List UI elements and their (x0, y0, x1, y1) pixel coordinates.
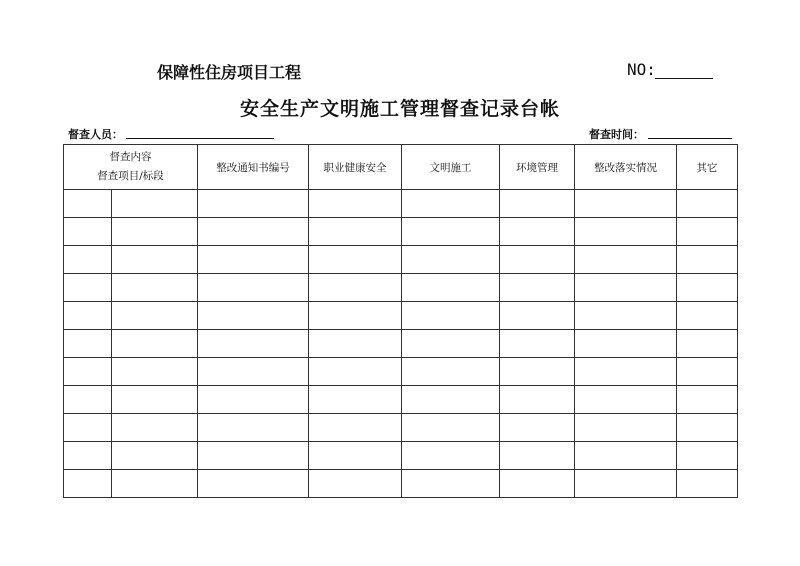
table-row (64, 330, 738, 358)
table-cell[interactable] (677, 330, 738, 358)
table-cell[interactable] (309, 330, 402, 358)
table-cell[interactable] (677, 470, 738, 498)
number-label: NO: (627, 60, 656, 79)
table-cell[interactable] (575, 442, 677, 470)
table-cell[interactable] (64, 274, 112, 302)
table-cell[interactable] (112, 274, 198, 302)
table-cell[interactable] (402, 218, 500, 246)
table-cell[interactable] (64, 190, 112, 218)
table-cell[interactable] (677, 386, 738, 414)
table-cell[interactable] (575, 302, 677, 330)
table-cell[interactable] (64, 302, 112, 330)
table-cell[interactable] (112, 246, 198, 274)
table-header-row (64, 145, 738, 190)
table-cell[interactable] (198, 274, 309, 302)
table-cell[interactable] (112, 302, 198, 330)
table-cell[interactable] (112, 218, 198, 246)
table-cell[interactable] (500, 246, 575, 274)
header-civilized-construction: 文明施工 (402, 145, 500, 190)
table-cell[interactable] (64, 358, 112, 386)
table-cell[interactable] (677, 246, 738, 274)
table-cell[interactable] (402, 330, 500, 358)
table-cell[interactable] (402, 190, 500, 218)
table-cell[interactable] (309, 246, 402, 274)
table-cell[interactable] (309, 414, 402, 442)
table-cell[interactable] (402, 246, 500, 274)
table-cell[interactable] (309, 190, 402, 218)
table-cell[interactable] (112, 414, 198, 442)
header-cell-content-item (64, 145, 198, 190)
table-cell[interactable] (64, 470, 112, 498)
table-cell[interactable] (198, 218, 309, 246)
project-title: 保障性住房项目工程 (157, 63, 302, 82)
table-cell[interactable] (112, 330, 198, 358)
table-cell[interactable] (677, 358, 738, 386)
table-cell[interactable] (575, 386, 677, 414)
table-cell[interactable] (198, 246, 309, 274)
table-row (64, 246, 738, 274)
table-cell[interactable] (500, 302, 575, 330)
table-cell[interactable] (64, 246, 112, 274)
table-cell[interactable] (575, 218, 677, 246)
table-cell[interactable] (64, 442, 112, 470)
number-blank-line[interactable] (655, 78, 713, 79)
table-cell[interactable] (309, 302, 402, 330)
table-cell[interactable] (575, 246, 677, 274)
page-title: 安全生产文明施工管理督查记录台帐 (239, 98, 560, 120)
table-cell[interactable] (575, 274, 677, 302)
table-cell[interactable] (500, 330, 575, 358)
header-content-label: 督查内容 (109, 151, 152, 163)
table-cell[interactable] (64, 414, 112, 442)
table-row (64, 190, 738, 218)
table-cell[interactable] (677, 302, 738, 330)
table-cell[interactable] (500, 218, 575, 246)
inspection-time-blank-line[interactable] (648, 138, 732, 139)
table-cell[interactable] (64, 386, 112, 414)
table-row (64, 442, 738, 470)
table-cell[interactable] (198, 414, 309, 442)
table-row (64, 414, 738, 442)
table-cell[interactable] (198, 386, 309, 414)
table-cell[interactable] (500, 190, 575, 218)
table-cell[interactable] (402, 442, 500, 470)
inspector-label: 督查人员： (68, 128, 123, 141)
table-cell[interactable] (677, 442, 738, 470)
header-rectification-status: 整改落实情况 (575, 145, 677, 190)
table-cell[interactable] (402, 274, 500, 302)
table-cell[interactable] (309, 386, 402, 414)
table-cell[interactable] (500, 414, 575, 442)
table-cell[interactable] (402, 470, 500, 498)
table-cell[interactable] (677, 218, 738, 246)
table-row (64, 302, 738, 330)
table-row (64, 358, 738, 386)
header-item-label: 督查项目/标段 (97, 170, 164, 182)
table-cell[interactable] (500, 470, 575, 498)
table-cell[interactable] (575, 358, 677, 386)
table-cell[interactable] (402, 414, 500, 442)
table-cell[interactable] (402, 302, 500, 330)
header-other: 其它 (677, 145, 738, 190)
header-notice-number: 整改通知书编号 (198, 145, 309, 190)
table-cell[interactable] (677, 190, 738, 218)
table-cell[interactable] (198, 302, 309, 330)
table-cell[interactable] (112, 470, 198, 498)
table-cell[interactable] (64, 218, 112, 246)
table-cell[interactable] (198, 442, 309, 470)
table-cell[interactable] (309, 442, 402, 470)
table-cell[interactable] (575, 330, 677, 358)
table-cell[interactable] (677, 274, 738, 302)
table-cell[interactable] (575, 414, 677, 442)
table-cell[interactable] (112, 190, 198, 218)
table-cell[interactable] (309, 274, 402, 302)
table-cell[interactable] (402, 386, 500, 414)
table-cell[interactable] (112, 358, 198, 386)
table-cell[interactable] (198, 330, 309, 358)
table-cell[interactable] (402, 358, 500, 386)
table-cell[interactable] (575, 190, 677, 218)
table-cell[interactable] (500, 358, 575, 386)
header-occupational-safety: 职业健康安全 (309, 145, 402, 190)
table-cell[interactable] (575, 470, 677, 498)
inspection-time-label: 督查时间： (589, 128, 644, 141)
inspection-record-table (63, 144, 738, 498)
table-cell[interactable] (500, 274, 575, 302)
table-row (64, 218, 738, 246)
table-cell[interactable] (677, 414, 738, 442)
table-row (64, 386, 738, 414)
inspector-blank-line[interactable] (126, 138, 274, 139)
header-environment-management: 环境管理 (500, 145, 575, 190)
table-row (64, 274, 738, 302)
table-cell[interactable] (112, 442, 198, 470)
table-cell[interactable] (198, 358, 309, 386)
table-cell[interactable] (500, 386, 575, 414)
table-cell[interactable] (309, 470, 402, 498)
table-cell[interactable] (64, 330, 112, 358)
table-cell[interactable] (198, 190, 309, 218)
table-cell[interactable] (198, 470, 309, 498)
table-cell[interactable] (309, 358, 402, 386)
table-cell[interactable] (500, 442, 575, 470)
table-row (64, 470, 738, 498)
table-cell[interactable] (112, 386, 198, 414)
table-cell[interactable] (309, 218, 402, 246)
